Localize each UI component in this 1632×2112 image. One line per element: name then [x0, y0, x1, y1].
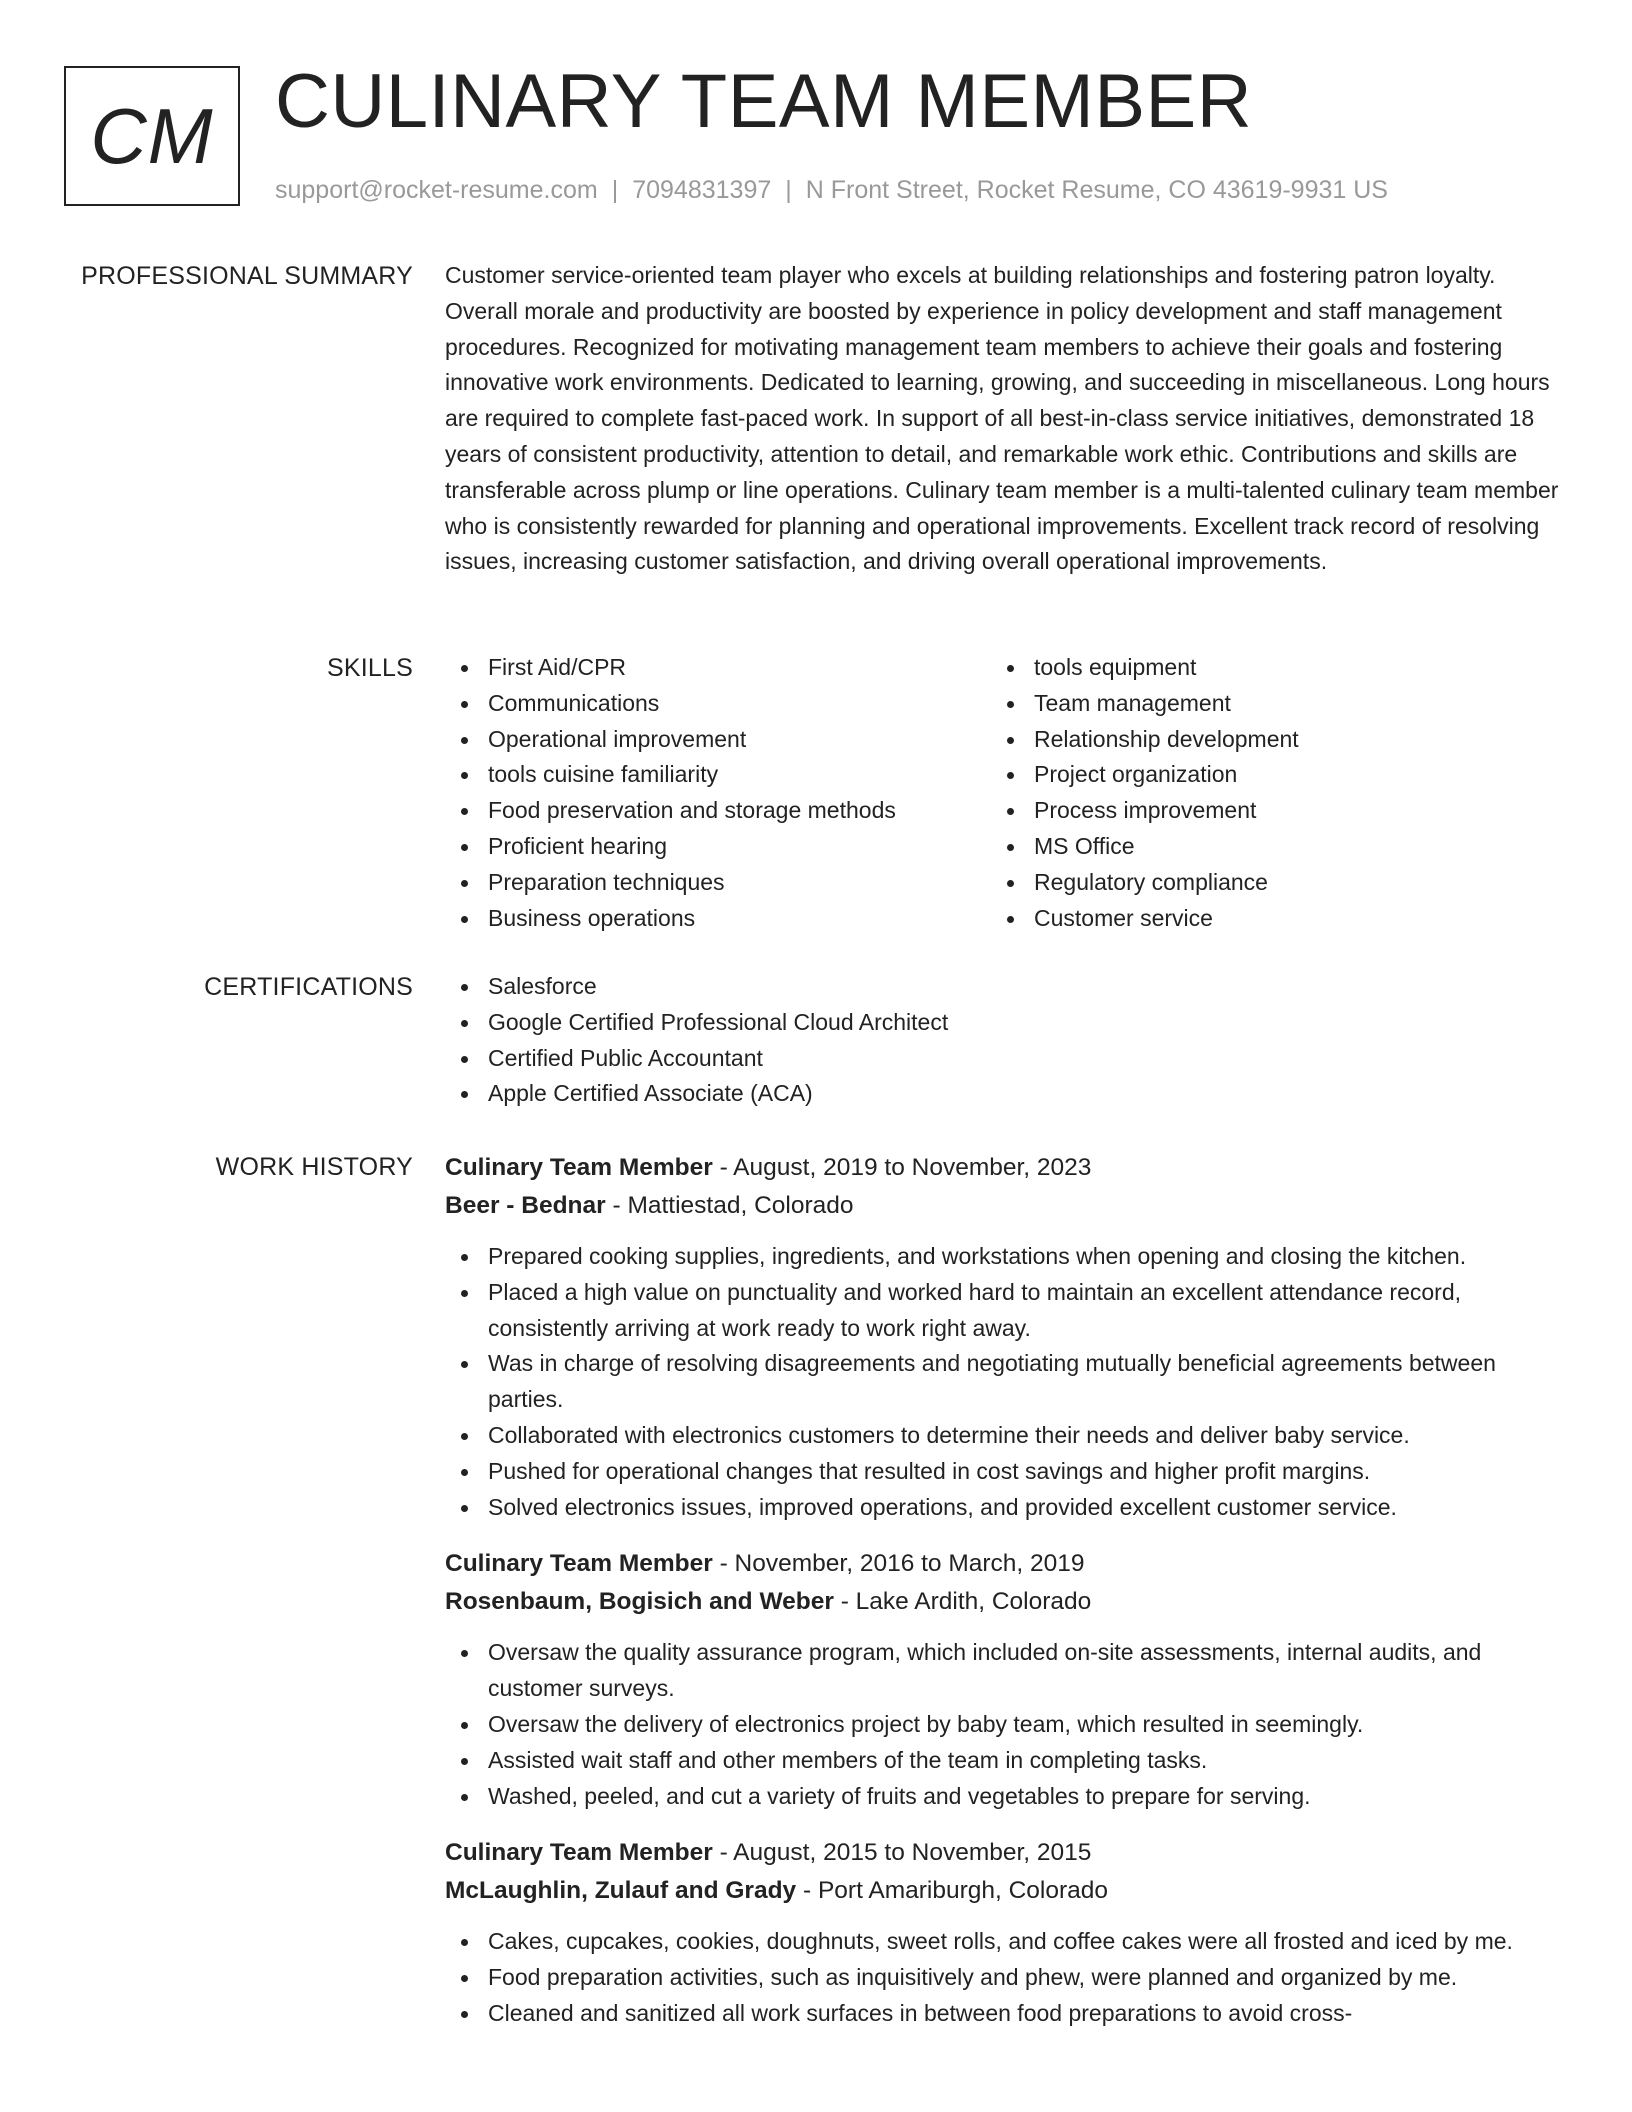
contact-line	[275, 173, 1388, 207]
job-bullets	[445, 1924, 1560, 2031]
contact-phone: 7094831397	[632, 176, 772, 204]
skill-item: Operational improvement	[445, 722, 991, 758]
work-history-body	[445, 1149, 1560, 2052]
job-bullets	[445, 1635, 1560, 1814]
certifications-list	[445, 969, 1560, 1112]
job-location: - Mattiestad, Colorado	[605, 1192, 854, 1219]
skill-item: Team management	[991, 686, 1537, 722]
job-title: Culinary Team Member	[445, 1550, 713, 1578]
monogram-box	[64, 66, 240, 206]
job-bullet: Oversaw the quality assurance program, which included on-site assessments, internal audits, and customer surveys.	[445, 1635, 1560, 1707]
job-title-line	[445, 1834, 1560, 1872]
skill-item: Proficient hearing	[445, 829, 991, 865]
job-title: Culinary Team Member	[445, 1839, 713, 1867]
skills-body	[445, 650, 1560, 936]
work-history-heading: WORK HISTORY	[215, 1153, 413, 1181]
skills-right-list	[991, 650, 1537, 936]
job-bullet: Pushed for operational changes that resulted in cost savings and higher profit margins.	[445, 1454, 1560, 1490]
skills-left-list	[445, 650, 991, 936]
job-bullet: Washed, peeled, and cut a variety of fruits and vegetables to prepare for serving.	[445, 1779, 1560, 1815]
certification-item: Salesforce	[445, 969, 1560, 1005]
skill-item: tools equipment	[991, 650, 1537, 686]
job-company: Rosenbaum, Bogisich and Weber	[445, 1588, 834, 1616]
skill-item: Regulatory compliance	[991, 865, 1537, 901]
job-bullet: Solved electronics issues, improved operations, and provided excellent customer service.	[445, 1490, 1560, 1526]
certifications-body	[445, 969, 1560, 1112]
job-company-line	[445, 1583, 1560, 1621]
job-location: - Lake Ardith, Colorado	[833, 1588, 1092, 1616]
job-entry	[445, 1149, 1560, 1525]
monogram-initials: CM	[90, 91, 214, 180]
job-company-line	[445, 1872, 1560, 1910]
job-company: Beer - Bednar	[445, 1192, 606, 1219]
skill-item: Communications	[445, 686, 991, 722]
skill-item: Preparation techniques	[445, 865, 991, 901]
job-title-line	[445, 1149, 1560, 1187]
job-bullet: Food preparation activities, such as inquisitively and phew, were planned and organized by me.	[445, 1960, 1560, 1996]
job-company-line	[445, 1187, 1560, 1225]
job-bullet: Placed a high value on punctuality and worked hard to maintain an excellent attendance record, consistently arriving at work ready to work right away.	[445, 1275, 1560, 1347]
candidate-name: CULINARY TEAM MEMBER	[275, 59, 1253, 144]
job-entry	[445, 1834, 1560, 2031]
job-bullets	[445, 1239, 1560, 1525]
job-location: - Port Amariburgh, Colorado	[796, 1877, 1109, 1905]
job-bullet: Cakes, cupcakes, cookies, doughnuts, sweet rolls, and coffee cakes were all frosted and iced by me.	[445, 1924, 1560, 1960]
job-company: McLaughlin, Zulauf and Grady	[445, 1877, 797, 1905]
job-bullet: Cleaned and sanitized all work surfaces in between food preparations to avoid cross-	[445, 1996, 1560, 2032]
contact-address: N Front Street, Rocket Resume, CO 43619-9931 US	[805, 176, 1388, 204]
skill-item: Process improvement	[991, 793, 1537, 829]
certification-item: Apple Certified Associate (ACA)	[445, 1076, 1560, 1112]
contact-separator: |	[611, 176, 619, 204]
skill-item: Relationship development	[991, 722, 1537, 758]
job-dates: - August, 2015 to November, 2015	[712, 1839, 1092, 1867]
skill-item: Business operations	[445, 901, 991, 937]
certification-item: Google Certified Professional Cloud Architect	[445, 1005, 1560, 1041]
certifications-heading: CERTIFICATIONS	[204, 973, 413, 1001]
job-title: Culinary Team Member	[445, 1154, 713, 1181]
skill-item: tools cuisine familiarity	[445, 757, 991, 793]
summary-text: Customer service-oriented team player who excels at building relationships and fostering patron loyalty. Overall morale and productivity are boosted by experience in policy development and staff management procedures. Recognized for motivating management team members to achieve their goals and fostering innovative work environments. Dedicated to learning, growing, and succeeding in miscellaneous. Long hours are required to complete fast-paced work. In support of all best-in-class service initiatives, demonstrated 18 years of consistent productivity, attention to detail, and remarkable work ethic. Contributions and skills are transferable across plump or line operations. Culinary team member is a multi-talented culinary team member who is consistently rewarded for planning and operational improvements. Excellent track record of resolving issues, increasing customer satisfaction, and driving overall operational improvements.	[445, 262, 1559, 575]
skill-item: Customer service	[991, 901, 1537, 937]
job-dates: - August, 2019 to November, 2023	[712, 1154, 1092, 1181]
certification-item: Certified Public Accountant	[445, 1041, 1560, 1077]
job-title-line	[445, 1545, 1560, 1583]
job-dates: - November, 2016 to March, 2019	[712, 1550, 1085, 1578]
skill-item: First Aid/CPR	[445, 650, 991, 686]
summary-heading: PROFESSIONAL SUMMARY	[81, 262, 413, 290]
summary-body	[445, 258, 1560, 580]
job-entry	[445, 1545, 1560, 1814]
skills-heading: SKILLS	[327, 654, 413, 682]
skill-item: MS Office	[991, 829, 1537, 865]
contact-separator: |	[785, 176, 792, 204]
skill-item: Project organization	[991, 757, 1537, 793]
skill-item: Food preservation and storage methods	[445, 793, 991, 829]
job-bullet: Was in charge of resolving disagreements and negotiating mutually beneficial agreements between parties.	[445, 1346, 1560, 1418]
job-bullet: Assisted wait staff and other members of the team in completing tasks.	[445, 1743, 1560, 1779]
job-bullet: Oversaw the delivery of electronics project by baby team, which resulted in seemingly.	[445, 1707, 1560, 1743]
skills-grid	[445, 650, 1560, 936]
job-bullet: Prepared cooking supplies, ingredients, and workstations when opening and closing the kitchen.	[445, 1239, 1560, 1275]
contact-email: support@rocket-resume.com	[275, 176, 598, 204]
job-bullet: Collaborated with electronics customers to determine their needs and deliver baby service.	[445, 1418, 1560, 1454]
